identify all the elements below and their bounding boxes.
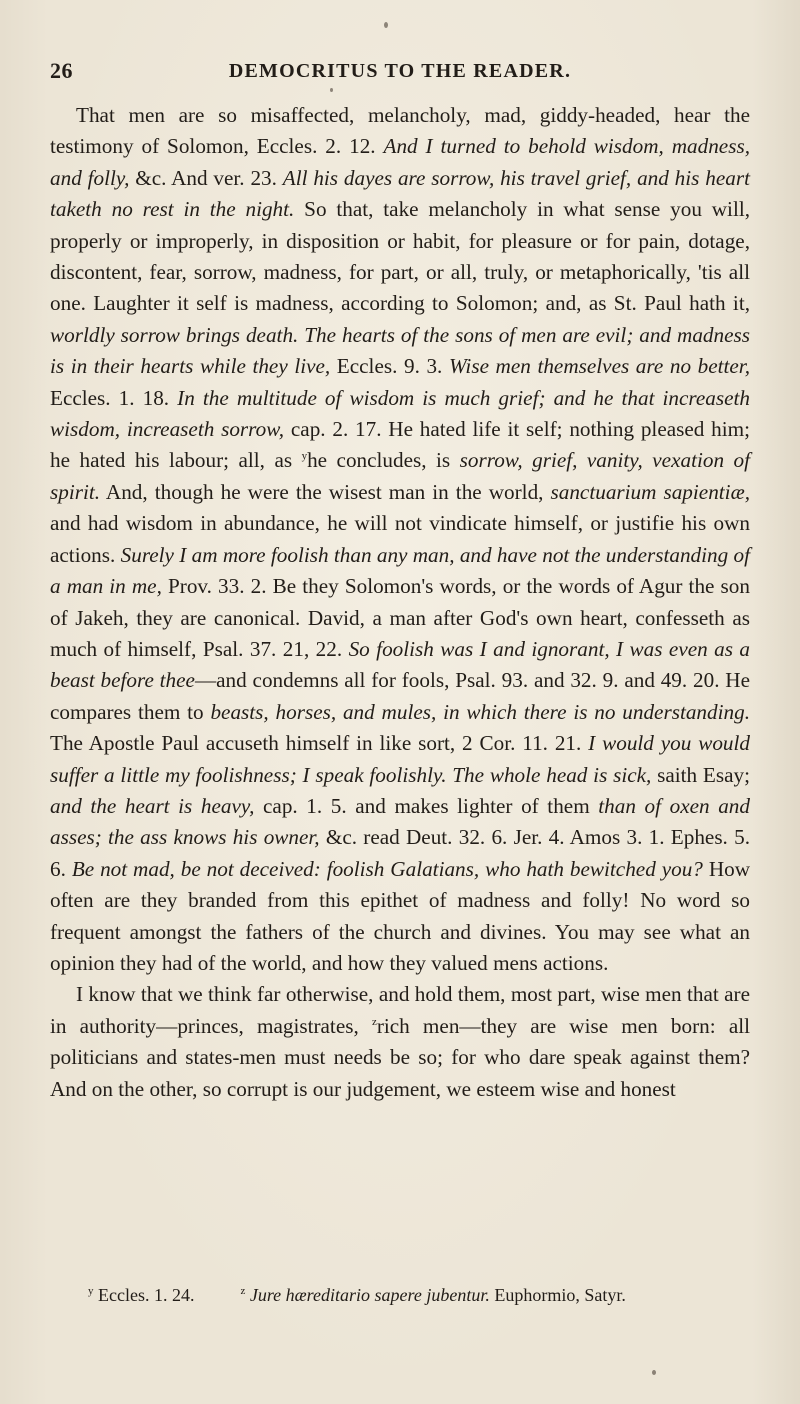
text-run: Eccles. 1. 24. [98,1285,195,1305]
text-run: How often are they branded from this epithet of madness and folly! No word so frequent amongst the fathers of the church and divines. You may see what an opinion they had of the world, and how they valued mens actions. [50,856,751,975]
footnote-reference-mark: z [371,1015,377,1028]
italic-text-run: Wise men themselves are no better, [448,354,751,379]
body-text [50,100,750,1105]
italic-text-run: So foolish was I and ignorant, I was even as a beast before thee [50,636,751,693]
italic-text-run: Be not mad, be not deceived: foolish Galatians, who hath bewitched you? [71,856,703,881]
italic-text-run: Jure hæreditario sapere jubentur. [249,1285,490,1305]
text-run: Eccles. 9. 3. [330,354,449,379]
italic-text-run: worldly sorrow brings death. The hearts of the sons of men are evil; and madness is in their hearts while they live, [50,322,750,379]
italic-text-run: Surely I am more foolish than any man, and have not the understanding of a man in me, [50,542,750,599]
footnote-reference-mark: y [301,450,308,463]
text-run: cap. 2. 17. He hated life it self; nothing pleased him; he hated his labour; all, as [50,417,751,473]
footnotes [88,1283,768,1307]
text-run: So that, take melancholy in what sense you will, properly or improperly, in disposition or habit, for pleasure or for pain, dotage, discontent, fear, sorrow, madness, for part, or all, truly, or metaphorically, 'tis all one. Laughter it self is madness, according to Solomon; and, as St. Paul hath it, [50,197,751,316]
text-run: Eccles. 1. 18. [50,385,178,410]
running-head: DEMOCRITUS TO THE READER. [228,60,572,82]
text-run: —and condemns all for fools, Psal. 93. and 32. 9. and 49. 20. He compares them to [50,668,750,724]
print-speck [384,22,388,28]
italic-text-run: than of oxen and asses; the ass knows his owner, [50,793,750,850]
text-run: That men are so misaffected, melancholy, mad, giddy-headed, hear the testimony of Solomon, Eccles. 2. 12. [50,103,750,159]
footnote-mark: y [88,1285,94,1297]
footnote-mark: z [240,1285,246,1297]
text-run: And, though he were the wisest man in the world, [100,479,551,504]
text-run: Euphormio, Satyr. [489,1285,626,1305]
text-run: &c. read Deut. 32. 6. Jer. 4. Amos 3. 1. Ephes. 5. 6. [50,825,750,881]
text-run: &c. And ver. 23. [129,165,283,190]
print-speck [652,1370,656,1375]
text-run: saith Esay; [651,762,750,787]
text-run: he concludes, is [307,448,460,473]
paragraph [50,100,750,979]
italic-text-run: sorrow, grief, vanity, vexation of spirit. [50,448,750,504]
print-speck [330,88,333,92]
paragraph [50,979,750,1105]
page-number: 26 [50,58,73,83]
text-run: The Apostle Paul accuseth himself in like sort, 2 Cor. 11. 21. [50,731,589,756]
footnote [88,1283,194,1307]
page-header [50,58,750,88]
footnote [240,1283,625,1307]
text-run: and had wisdom in abundance, he will not vindicate himself, or justifie his own actions. [50,511,750,567]
italic-text-run: I would you would suffer a little my foolishness; I speak foolishly. The whole head is sick, [50,731,750,787]
italic-text-run: and the heart is heavy, [50,793,255,818]
italic-text-run: sanctuarium sapientiæ, [550,479,750,504]
italic-text-run: All his dayes are sorrow, his travel grief, and his heart taketh no rest in the night. [50,165,750,222]
italic-text-run: And I turned to behold wisdom, madness, and folly, [50,134,750,190]
text-run: Prov. 33. 2. Be they Solomon's words, or the words of Agur the son of Jakeh, they are canonical. David, a man after God's own heart, confesseth as much of himself, Psal. 37. 21, 22. [50,574,750,661]
italic-text-run: In the multitude of wisdom is much grief; and he that increaseth wisdom, increaseth sorrow, [50,385,750,442]
italic-text-run: beasts, horses, and mules, in which there is no understanding. [210,699,750,724]
text-run: rich men—they are wise men born: all politicians and states-men must needs be so; for who dare speak against them? And on the other, so corrupt is our judgement, we esteem wise and honest [50,1013,750,1101]
text-run: cap. 1. 5. and makes lighter of them [254,793,599,818]
text-run: I know that we think far otherwise, and hold them, most part, wise men that are in authority—princes, magistrates, [50,982,750,1038]
